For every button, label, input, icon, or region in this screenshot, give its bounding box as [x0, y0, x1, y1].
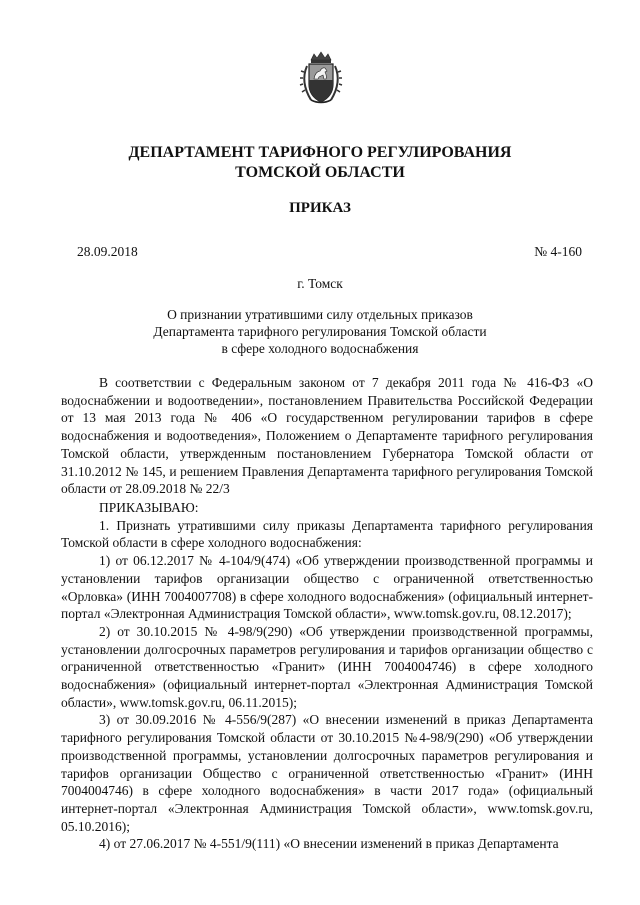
subject-line-2: Департамента тарифного регулирования Томской области [153, 324, 487, 339]
subject-line-1: О признании утратившими силу отдельных приказов [167, 307, 473, 322]
document-type-title: ПРИКАЗ [289, 200, 351, 216]
document-subject [120, 306, 520, 357]
order-subitem-1: 1) от 06.12.2017 № 4-104/9(474) «Об утверждении производственной программы и установлении тарифов организации общество с ограниченной ответственностью «Орловка» (ИНН 7004007708) в сфере холодного водоснабжения» (официальный интернет-портал «Электронная Администрация Томской области», www.tomsk.gov.ru, 08.12.2017); [61, 553, 593, 622]
order-subitem-2: 2) от 30.10.2015 № 4-98/9(290) «Об утверждении производственной программы, установлении долгосрочных параметров регулирования и тарифов организации общество с ограниченной ответственностью «Гранит» (ИНН 7004004746) в сфере холодного водоснабжения» (официальный интернет-портал «Электронная Администрация Томской области», www.tomsk.gov.ru, 06.11.2015); [61, 623, 593, 710]
order-subitem-3: 3) от 30.09.2016 № 4-556/9(287) «О внесении изменений в приказ Департамента тарифного регулирования Томской области от 30.10.2015 №4-98/9(290) «Об утверждении производственной программы, установлении долгосрочных параметров регулирования и тарифов организации Общество с ограниченной ответственностью «Гранит» (ИНН 7004004746) в сфере холодного водоснабжения» в части 2017 года» (официальный интернет-портал «Электронная Администрация Томской области», www.tomsk.gov.ru, 05.10.2016); [61, 712, 593, 834]
document-number: № 4-160 [534, 244, 582, 259]
orders-section [61, 499, 593, 853]
subject-line-3: в сфере холодного водоснабжения [221, 341, 419, 356]
order-subitem-4: 4) от 27.06.2017 № 4-551/9(111) «О внесении изменений в приказ Департамента [99, 836, 559, 852]
preamble [61, 374, 593, 498]
document-city: г. Томск [297, 276, 343, 291]
preamble-paragraph: В соответствии с Федеральным законом от 7 декабря 2011 года № 416-ФЗ «О водоснабжении и водоотведении», постановлением Правительства Российской Федерации от 13 мая 2013 года № 406 «О государственном регулировании тарифов в сфере водоснабжения и водоотведения», Положением о Департаменте тарифного регулирования Томской области, утвержденным постановлением Губернатора Томской области от 31.10.2012 № 145, и решением Правления Департамента тарифного регулирования Томской области от 28.09.2018 № 22/3 [61, 375, 593, 497]
document-date: 28.09.2018 [77, 244, 138, 259]
organization-name-line-2: ТОМСКОЙ ОБЛАСТИ [235, 164, 405, 181]
coat-of-arms-icon [297, 50, 345, 106]
order-item-1: 1. Признать утратившими силу приказы Департамента тарифного регулирования Томской области в сфере холодного водоснабжения: [61, 517, 593, 551]
orders-heading: ПРИКАЗЫВАЮ: [99, 500, 199, 515]
organization-name-line-1: ДЕПАРТАМЕНТ ТАРИФНОГО РЕГУЛИРОВАНИЯ [128, 144, 512, 161]
